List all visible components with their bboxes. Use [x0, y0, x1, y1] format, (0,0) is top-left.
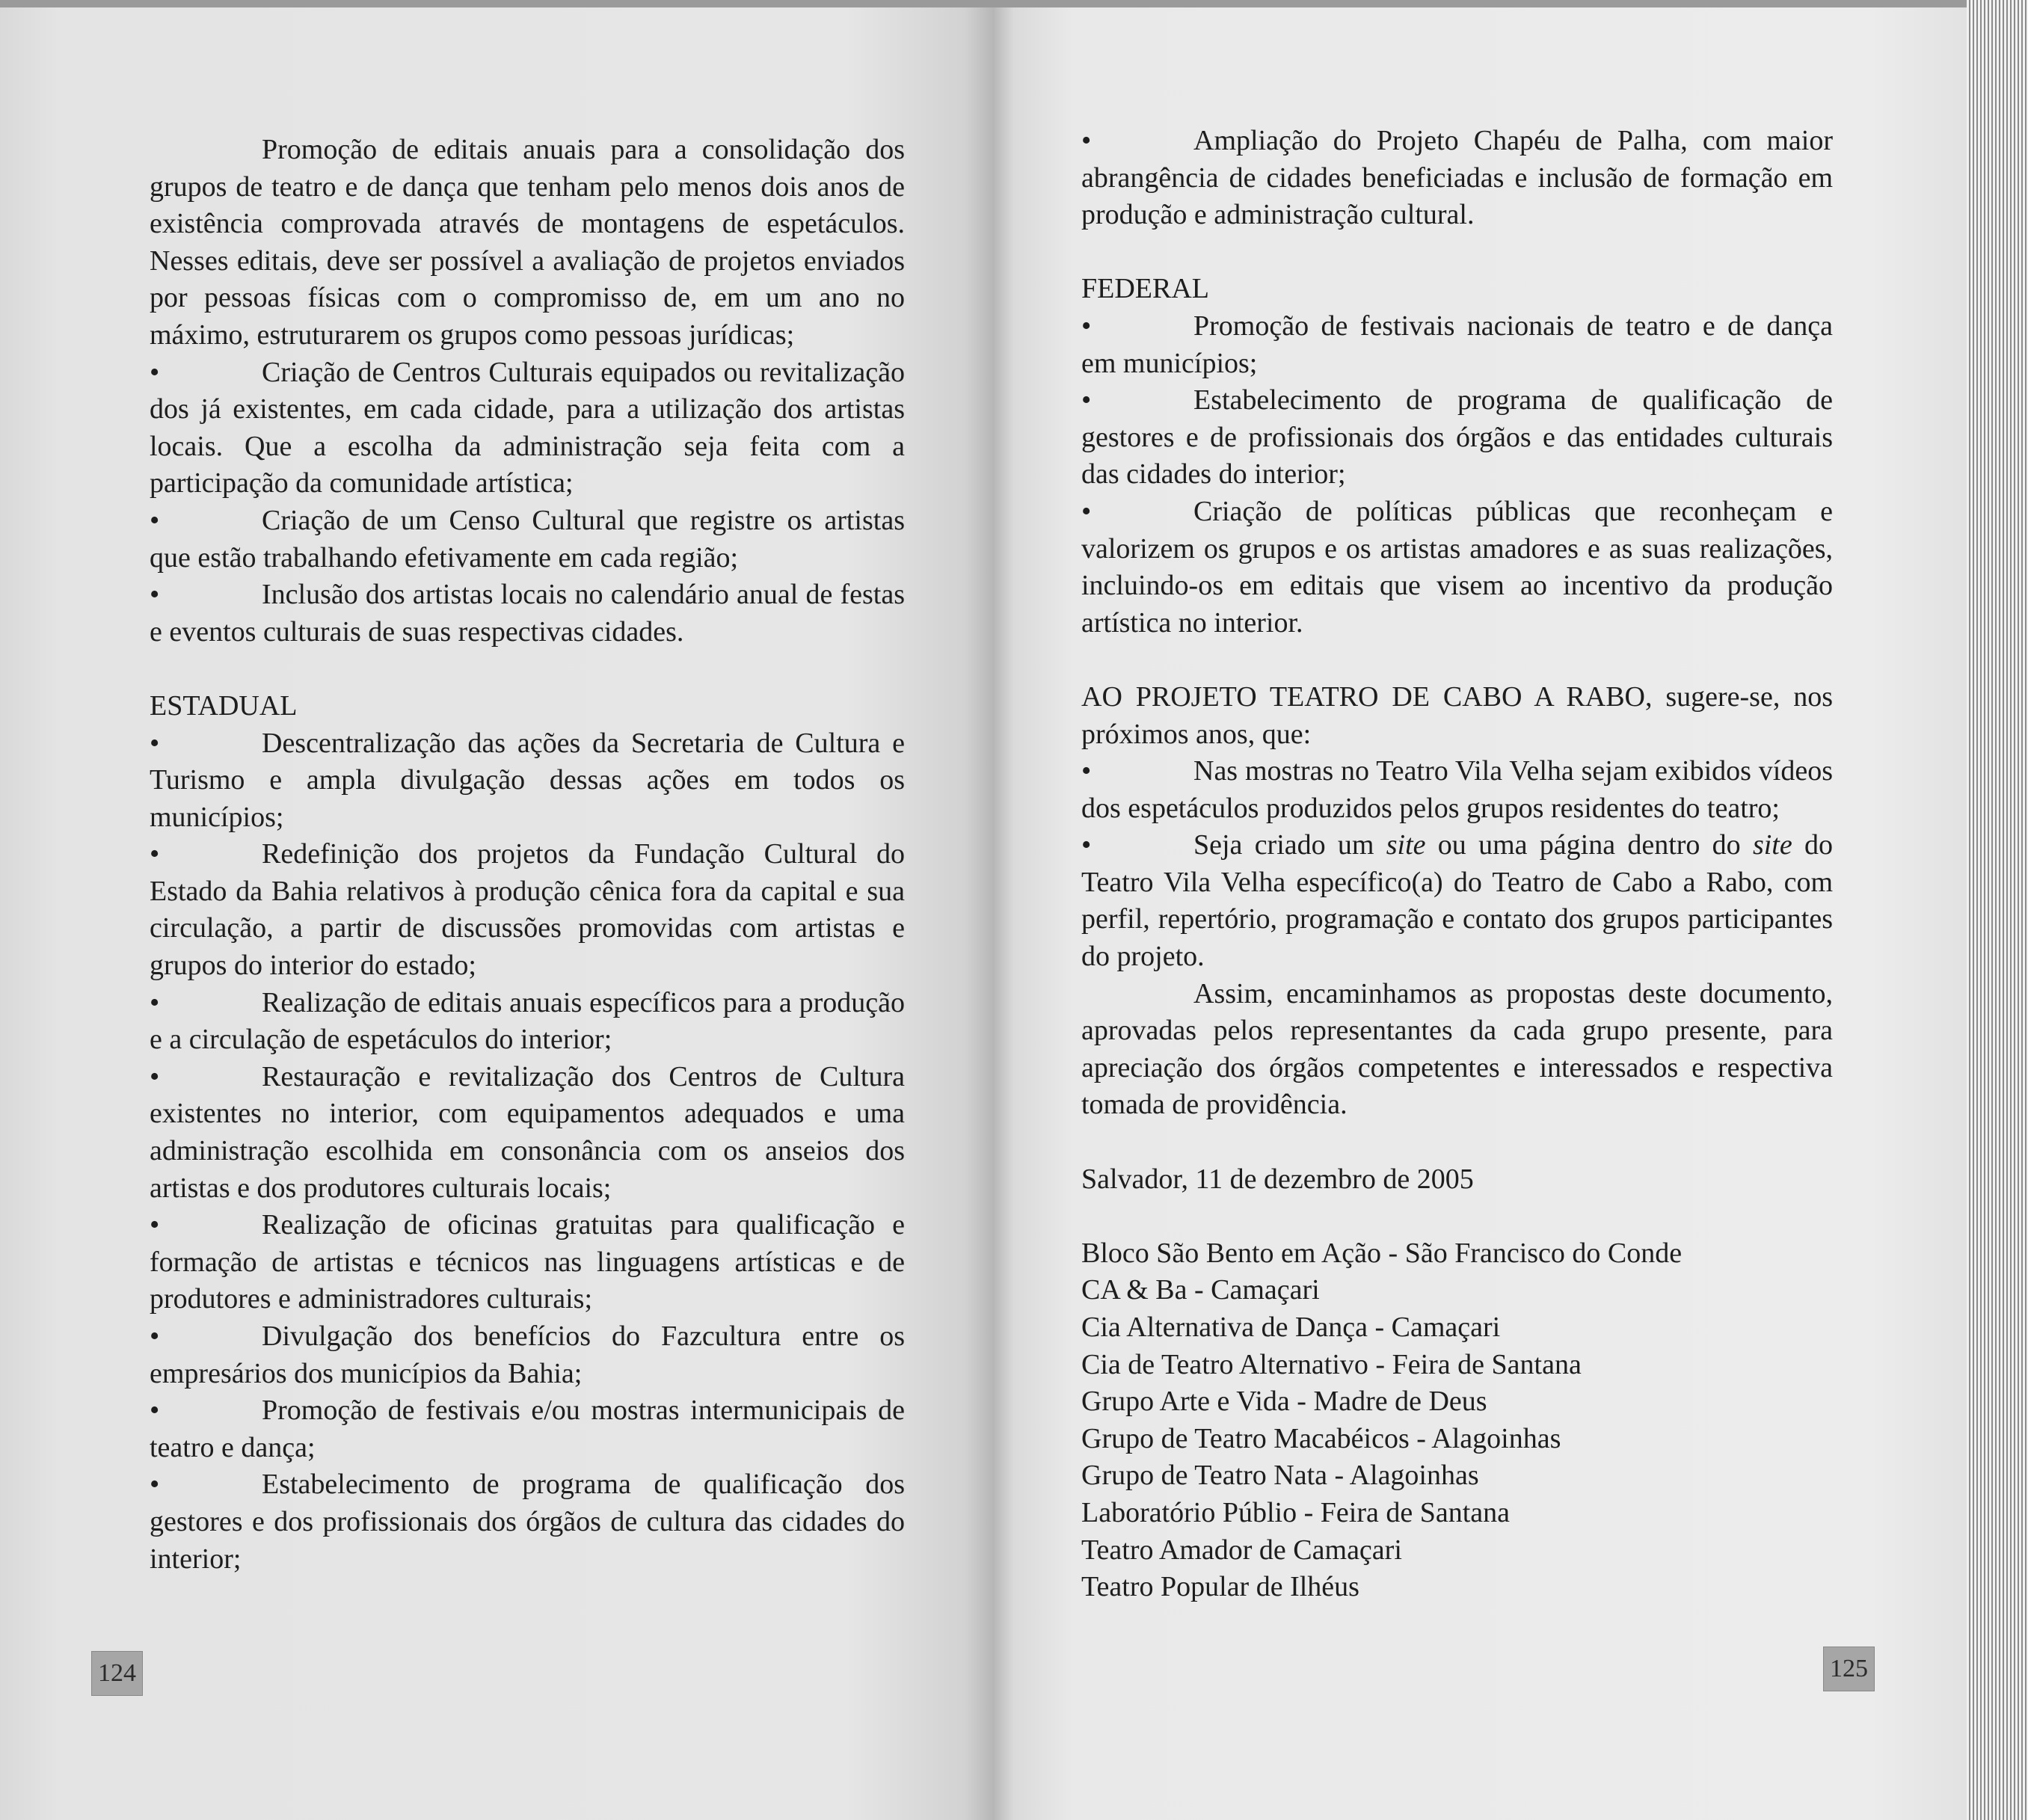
projeto-intro: AO PROJETO TEATRO DE CABO A RABO, sugere-se, nos próximos anos, que: — [1081, 680, 1833, 750]
list-item: • Realização de oficinas gratuitas para qualificação e formação de artistas e técnicos nas linguagens artísticas e de produtores e administradores culturais; — [150, 1207, 905, 1318]
bullet-icon: • — [150, 356, 160, 388]
bullet-icon: • — [1081, 755, 1092, 787]
list-item: • Divulgação dos benefícios do Fazcultura entre os empresários dos municípios da Bahia; — [150, 1318, 905, 1392]
list-item: • Criação de políticas públicas que reconheçam e valorizem os grupos e os artistas amadores e as suas realizações, incluindo-os em editais que visem ao incentivo da produção artística no interior. — [1081, 494, 1833, 642]
list-item: Cia Alternativa de Dança - Camaçari — [1081, 1312, 1501, 1343]
bullet-icon: • — [150, 986, 160, 1018]
groups-list — [1081, 1235, 1833, 1606]
list-item: Cia de Teatro Alternativo - Feira de Santana — [1081, 1348, 1582, 1380]
page-number-left: 124 — [91, 1651, 143, 1696]
list-item: Bloco São Bento em Ação - São Francisco do Conde — [1081, 1237, 1683, 1269]
list-item: • Inclusão dos artistas locais no calendário anual de festas e eventos culturais de suas respectivas cidades. — [150, 577, 905, 651]
bullet-icon: • — [1081, 495, 1092, 527]
site-term: site — [1386, 829, 1426, 861]
page-number-right: 125 — [1823, 1647, 1875, 1691]
page-edges — [1967, 0, 2028, 1820]
bullet-icon: • — [1081, 310, 1092, 342]
list-item: • Restauração e revitalização dos Centros de Cultura existentes no interior, com equipamentos adequados e uma administração escolhida em consonância com os anseios dos artistas e dos produtores culturais locais; — [150, 1059, 905, 1207]
bullet-icon: • — [1081, 829, 1092, 861]
bullet-icon: • — [150, 1209, 160, 1241]
list-item: • Estabelecimento de programa de qualificação de gestores e de profissionais dos órgãos e das entidades culturais das cidades do interior; — [1081, 382, 1833, 494]
bullet-icon: • — [150, 1469, 160, 1501]
list-item: • Criação de Centros Culturais equipados ou revitalização dos já existentes, em cada cidade, para a utilização dos artistas locais. Que a escolha da administração seja feita com a participação da comunidade artística; — [150, 354, 905, 502]
bullet-icon: • — [150, 579, 160, 611]
spacer — [1081, 1198, 1833, 1235]
date-line: Salvador, 11 de dezembro de 2005 — [1081, 1163, 1474, 1195]
section-heading-federal: FEDERAL — [1081, 273, 1209, 305]
bullet-icon: • — [150, 504, 160, 536]
bullet-icon: • — [150, 727, 160, 759]
right-page-text — [1081, 123, 1833, 1606]
list-item: • Promoção de festivais e/ou mostras intermunicipais de teatro e dança; — [150, 1392, 905, 1466]
list-item: • Redefinição dos projetos da Fundação Cultural do Estado da Bahia relativos à produção cênica fora da capital e sua circulação, a partir de discussões promovidas com artistas e grupos do interior do estado; — [150, 836, 905, 984]
list-item: Teatro Amador de Camaçari — [1081, 1534, 1402, 1566]
list-item: • Seja criado um site ou uma página dentro do site do Teatro Vila Velha específico(a) do Teatro de Cabo a Rabo, com perfil, repertório, programação e contato dos grupos participantes do projeto. — [1081, 827, 1833, 975]
site-term: site — [1752, 829, 1792, 861]
spacer — [1081, 1124, 1833, 1161]
list-item: Grupo de Teatro Nata - Alagoinhas — [1081, 1460, 1479, 1492]
bullet-icon: • — [150, 838, 160, 870]
list-item: Grupo de Teatro Macabéicos - Alagoinhas — [1081, 1422, 1561, 1454]
list-item: Teatro Popular de Ilhéus — [1081, 1571, 1359, 1603]
list-item: CA & Ba - Camaçari — [1081, 1274, 1320, 1306]
bullet-icon: • — [150, 1321, 160, 1352]
list-item: • Nas mostras no Teatro Vila Velha sejam exibidos vídeos dos espetáculos produzidos pelos grupos residentes do teatro; — [1081, 753, 1833, 827]
list-item: • Promoção de festivais nacionais de teatro e de dança em municípios; — [1081, 308, 1833, 382]
list-item: Grupo Arte e Vida - Madre de Deus — [1081, 1386, 1487, 1418]
section-heading-estadual: ESTADUAL — [150, 689, 298, 722]
bullet-icon: • — [150, 1395, 160, 1427]
bullet-icon: • — [1081, 125, 1092, 156]
closing-paragraph: Assim, encaminhamos as propostas deste documento, aprovadas pelos representantes da cada grupo presente, para apreciação dos órgãos competentes e interessados e respectiva tomada de providência. — [1081, 977, 1833, 1121]
list-item: • Estabelecimento de programa de qualificação dos gestores e dos profissionais dos órgãos de cultura das cidades do interior; — [150, 1466, 905, 1578]
intro-paragraph: Promoção de editais anuais para a consolidação dos grupos de teatro e de dança que tenham pelo menos dois anos de existência comprovada através de montagens de espetáculos. Nesses editais, deve ser possível a avaliação de projetos enviados por pessoas físicas com o compromisso de, em um ano no máximo, estruturarem os grupos como pessoas jurídicas; — [150, 134, 905, 351]
list-item: Laboratório Públio - Feira de Santana — [1081, 1496, 1511, 1528]
list-item: • Ampliação do Projeto Chapéu de Palha, com maior abrangência de cidades beneficiadas e inclusão de formação em produção e administração cultural. — [1081, 123, 1833, 234]
list-item: • Descentralização das ações da Secretaria de Cultura e Turismo e ampla divulgação dessas ações em todos os municípios; — [150, 725, 905, 837]
list-item: • Realização de editais anuais específicos para a produção e a circulação de espetáculos do interior; — [150, 985, 905, 1059]
left-page-text — [150, 132, 905, 1578]
list-item: • Criação de um Censo Cultural que registre os artistas que estão trabalhando efetivamente em cada região; — [150, 502, 905, 577]
bullet-icon: • — [1081, 384, 1092, 416]
bullet-icon: • — [150, 1060, 160, 1092]
